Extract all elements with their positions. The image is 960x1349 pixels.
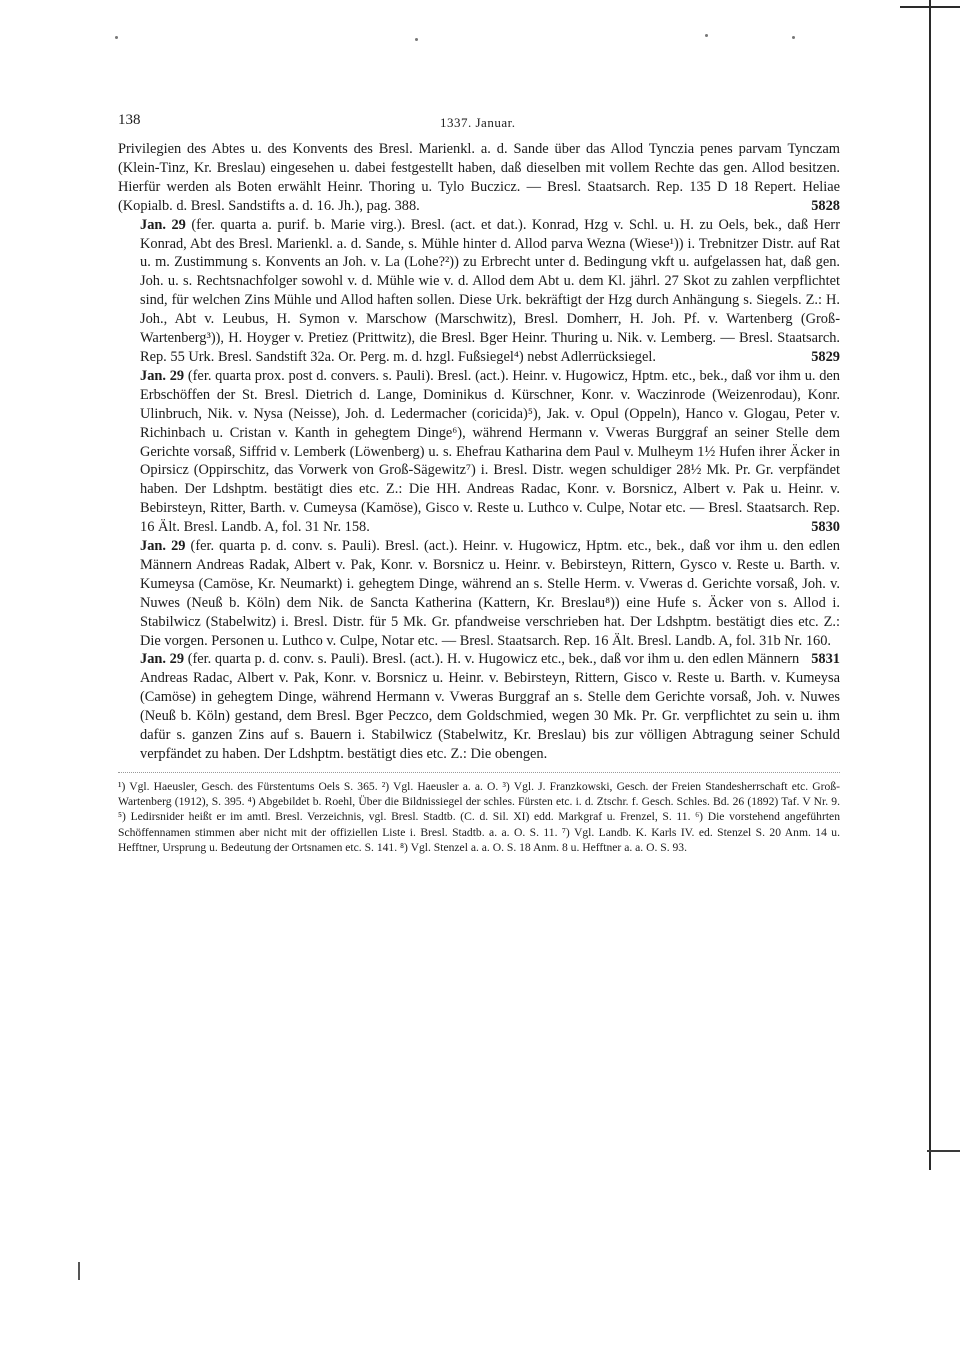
entry-number: 5828 bbox=[811, 197, 840, 214]
scan-speck bbox=[705, 34, 708, 37]
entry-text: Privilegien des Abtes u. des Konvents des Bresl. Marienkl. a. d. Sande über das Allod Tynczia penes parvam Tynczam (Klein-Tinz, Kr. Breslau) eingesehen u. dabei festgestellt haben, daß dieselben mit vollem Rechte das gen. Allod besitzen. Hierfür werden als Boten erwählt Heinr. Thoring u. Tylo Buczicz. — Bresl. Staatsarch. Rep. 135 D 18 Repert. Heliae (Kopialb. d. Bresl. Sandstifts a. d. 16. Jh.), pag. 388. bbox=[118, 141, 840, 214]
footnote-divider bbox=[118, 772, 840, 773]
footnotes bbox=[118, 779, 840, 855]
scan-crop-mark-vertical bbox=[929, 0, 931, 1170]
scan-crop-mark-horizontal bbox=[900, 6, 960, 8]
page-number: 138 bbox=[118, 112, 141, 128]
entry-paragraph bbox=[118, 650, 840, 763]
entry-date: Jan. 29 bbox=[140, 651, 185, 668]
entry-date: Jan. 29 bbox=[140, 538, 186, 555]
scan-crop-mark-lower bbox=[927, 1150, 960, 1152]
document-entry bbox=[118, 140, 840, 216]
entry-paragraph bbox=[118, 537, 840, 668]
entry-number: 5830 bbox=[811, 519, 840, 536]
document-entry bbox=[118, 537, 840, 668]
entry-text: (fer. quarta p. d. conv. s. Pauli). Bresl. (act.). H. v. Hugowicz etc., bek., daß vor ihm u. den edlen Männern Andreas Radac, Albert v. Pak, Konr. v. Borsnicz u. Heinr. v. Bebirsteyn, Rittern, Gisco v. Reste u. Barth. v. Kumeysa (Camöse) in gehegtem Dinge, während Hermann v. Vweras Burggraf an s. Stelle dem Gerichte vorsaß, Joh. v. Nuwes (Neuß b. Köln) gestand, dem Bresl. Bger Peczco, dem Goldschmied, wegen 30 Mk. Pr. Gr. verpflichtet zu sein u. ihm dafür s. ganzen Zins auf s. Bauern i. Stabilwicz (Stabelwitz, Kr. Breslau) bis zur völligen Abtragung seiner Schuld verpfändet zu haben. Der Ldshptm. bestätigt dies etc. Z.: Die obengen. bbox=[140, 651, 840, 762]
scan-speck bbox=[115, 36, 118, 39]
entry-text: (fer. quarta prox. post d. convers. s. Pauli). Bresl. (act.). Heinr. v. Hugowicz, Hptm. etc., bek., daß vor ihm u. den Erbschöffen der St. Bresl. Dietrich d. Lange, Dominikus d. Kürschner, Konr. v. Waczinrode (Weizenrodau), Konr. Ulinbruch, Nik. v. Nysa (Neisse), Joh. d. Ledermacher (coricida)⁵), Jak. v. Opul (Oppeln), Hanco v. Glogau, Peter v. Richinbach u. Cristan v. Kanth in gehegtem Dinge⁶), während Hermann v. Vweras Burggraf an seiner Stelle dem Gerichte vorsaß, Siffrid v. Lemberk (Löwenberg) u. s. Ehefrau Katharina dem Paul v. Mulheym 1½ Hufen ihrer Äcker in Opirsicz (Oppirschitz, das Vorwerk von Groß-Sägewitz⁷) i. Bresl. Distr. wegen schuldiger 28½ Mk. Pr. Gr. verpfändet haben. Der Ldshptm. bestätigt dies etc. Z.: Die HH. Andreas Radac, Konr. v. Borsnicz, Albert v. Pak u. Heinr. v. Bebirsteyn, Ritter, Barth. v. Cumeysa (Kamöse), Gisco v. Reste u. Luthco v. Culpe, Notar etc. — Bresl. Staatsarch. Rep. 16 Ält. Bresl. Landb. A, fol. 31 Nr. 158. bbox=[140, 367, 841, 536]
book-page bbox=[118, 112, 840, 855]
entry-number: 5829 bbox=[811, 348, 840, 365]
scan-margin-mark bbox=[78, 1262, 80, 1280]
entry-paragraph bbox=[118, 140, 840, 216]
footnote-text: ¹) Vgl. Haeusler, Gesch. des Fürstentums Oels S. 365. ²) Vgl. Haeusler a. a. O. ³) Vgl. J. Franzkowski, Gesch. der Freien Standesherrschaft etc. Groß-Wartenberg (1912), S. 395. ⁴) Abgebildet b. Roehl, Über die Bildnissiegel der schles. Fürsten etc. i. d. Ztschr. f. Gesch. Schles. Bd. 26 (1892) Taf. V Nr. 9. ⁵) Ledirsnider heißt er im amtl. Bresl. Verzeichnis, vgl. Bresl. Stadtb. (C. d. Sil. XI) edd. Markgraf u. Frenzel, S. 11. ⁶) Die vorstehend angeführten Schöffennamen stimmen aber nicht mit der offiziellen Liste i. Bresl. Stadtb. a. a. O. S. 11. ⁷) Vgl. Landb. K. Karls IV. ed. Stenzel S. 20 Anm. 14 u. Hefftner, Ursprung u. Bedeutung der Ortsnamen etc. S. 141. ⁸) Vgl. Stenzel a. a. O. S. 18 Anm. 8 u. Hefftner a. a. O. S. 93. bbox=[118, 779, 840, 854]
entry-date: Jan. 29 bbox=[140, 367, 185, 384]
document-entry bbox=[118, 650, 840, 763]
entry-paragraph bbox=[118, 216, 840, 367]
body-text bbox=[118, 140, 840, 764]
entry-text: (fer. quarta p. d. conv. s. Pauli). Bresl. (act.). Heinr. v. Hugowicz, Hptm. etc., bek., daß vor ihm u. den edlen Männern Andreas Radak, Albert v. Pak, Konr. v. Borsnicz u. Heinr. v. Bebirsteyn, Rittern, Gysco v. Reste u. Barth. v. Kumeysa (Camöse, Kr. Neumarkt) i. gehegtem Dinge, während an s. Stelle Herm. v. Vweras d. Gerichte vorsaß, Joh. v. Nuwes (Neuß b. Köln) dem Nik. de Sancta Katherina (Kattern, Kr. Breslau⁸)) eine Hufe s. Äcker von s. Allod i. Stabilwicz (Stabelwitz) i. Bresl. Distr. für 5 Mk. Gr. pfandweise verschrieben hat. Der Ldshptm. bestätigt dies etc. Z.: Die vorgen. Personen u. Luthco v. Culpe, Notar etc. — Bresl. Staatsarch. Rep. 16 Ält. Bresl. Landb. A, fol. 31b Nr. 160. bbox=[140, 538, 840, 649]
scan-speck bbox=[792, 36, 795, 39]
scan-speck bbox=[415, 38, 418, 41]
entry-text: (fer. quarta a. purif. b. Marie virg.). Bresl. (act. et dat.). Konrad, Hzg v. Schl. u. H. zu Oels, bek., daß Herr Konrad, Abt des Bresl. Marienkl. a. d. Sande, s. Mühle hinter d. Allod parva Wezna (Wiese¹)) i. Trebnitzer Distr. auf Rat u. m. Zustimmung s. Konvents an Joh. v. La (Lohe?²)) zu Erbrecht unter d. Bedingung vkft u. aufgelassen hat, daß gen. Joh. u. s. Rechtsnachfolger sowohl v. d. Mühle wie v. d. Allod dem Abt u. dem Kl. jährl. 27 Skot zu zahlen verpflichtet sind, für welchen Zins Mühle und Allod haften sollen. Diese Urk. bekräftigt der Hzg durch Anhängung s. Siegels. Z.: H. Joh., Abt v. Leubus, H. Symon v. Marschow (Marschwitz), Bresl. Domherr, H. Joh. Pf. v. Wartenberg (Groß-Wartenberg³)), H. Hoyger v. Pretiez (Prittwitz), die Bresl. Bger Heinr. Thuring u. Nik. v. Lemberg. — Bresl. Staatsarch. Rep. 55 Urk. Bresl. Sandstift 32a. Or. Perg. m. d. hzgl. Fußsiegel⁴) nebst Adlerrücksiegel. bbox=[140, 216, 840, 365]
running-head bbox=[118, 112, 840, 136]
running-head-date: 1337. Januar. bbox=[440, 115, 516, 130]
entry-date: Jan. 29 bbox=[140, 216, 186, 233]
document-entry bbox=[118, 216, 840, 367]
entry-paragraph bbox=[118, 367, 840, 537]
entry-number: 5831 bbox=[811, 651, 840, 668]
document-entry bbox=[118, 367, 840, 537]
